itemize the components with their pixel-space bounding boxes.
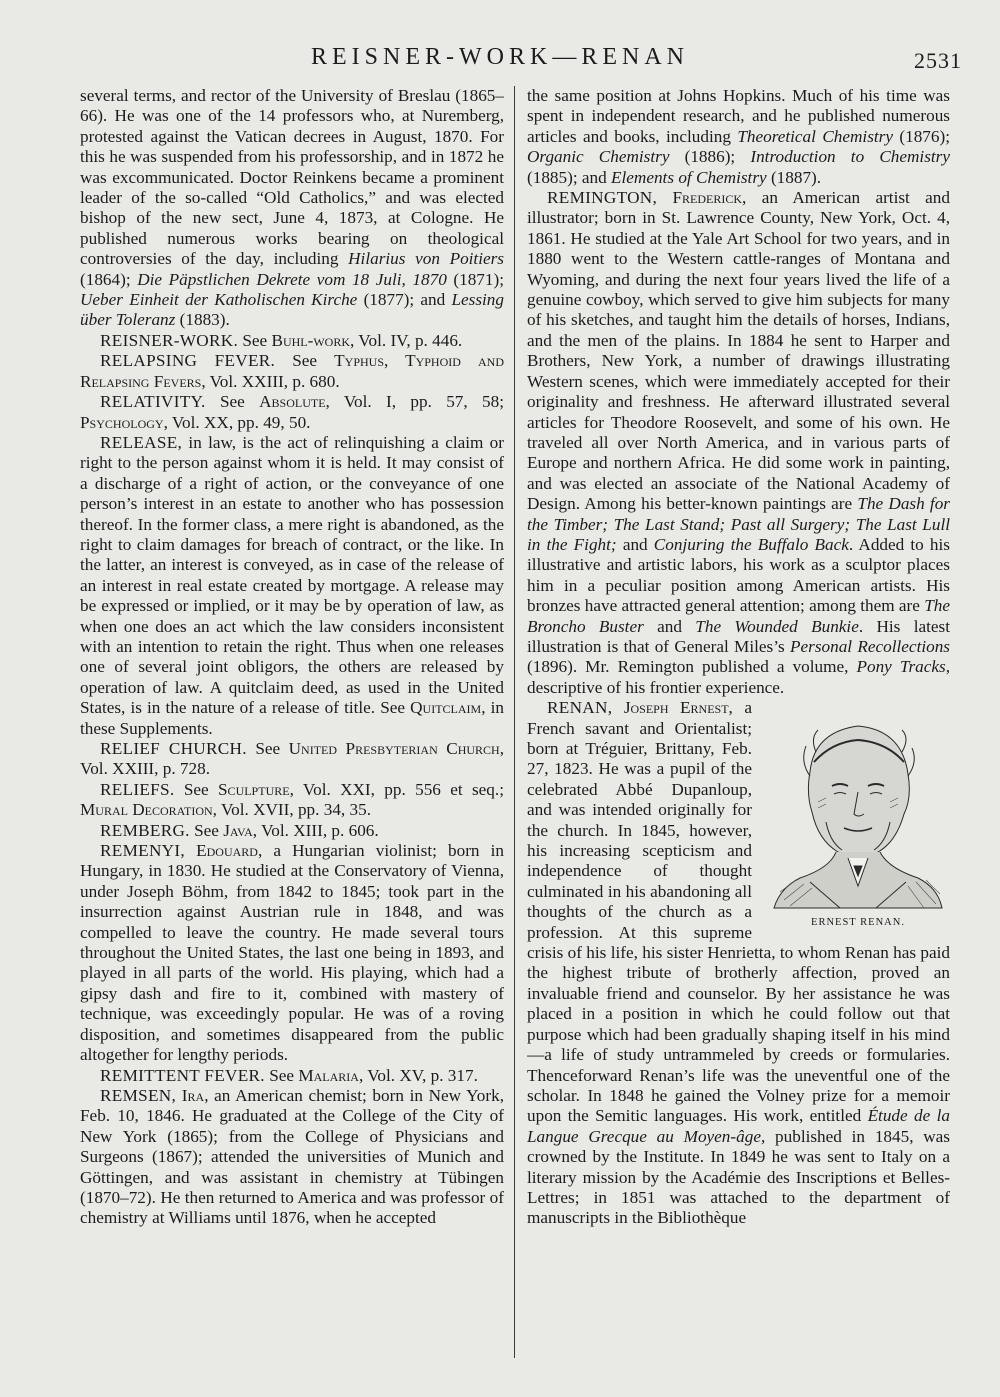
headword: REMBERG. (100, 820, 190, 840)
headword: REMENYI, (100, 841, 185, 861)
cross-reference: Absolute (259, 392, 326, 412)
entry-relapsing-fever: RELAPSING FEVER. See Typhus, Typhoid and Relapsing Fevers, Vol. XXIII, p. 680. (80, 351, 504, 391)
entry-reinkens-continued: several terms, and rector of the University of Breslau (1865–66). He was one of the 14 professors who, at Nuremberg, protested against the Vatican decrees in August, 1870. For this he was suspended from his professorship, and in 1872 he was excommunicated. Doctor Reinkens became a prominent leader of the so-called “Old Catholics,” and was elected bishop of the new sect, June 4, 1873, at Cologne. He published numerous works bearing on theological controversies of the day, including Hilarius von Poitiers (1864); Die Päpstlichen Dekrete vom 18 Juli, 1870 (1871); Ueber Einheit der Katholischen Kirche (1877); and Lessing über Toleranz (1883). (80, 86, 504, 330)
left-column (80, 86, 504, 1376)
given-name: Ira (176, 1085, 205, 1105)
cross-reference: Typhus, Typhoid and Relapsing Fevers (80, 351, 504, 391)
portrait-figure (760, 702, 950, 938)
page-number: 2531 (914, 48, 962, 73)
cross-reference: Quitclaim (410, 698, 482, 718)
renan-portrait-engraving (770, 702, 946, 910)
entry-reisner-work: REISNER-WORK. See Buhl-work, Vol. IV, p. 446. (100, 330, 463, 350)
headword: RENAN, (547, 698, 613, 718)
cross-reference: Malaria (298, 1065, 359, 1085)
headword: RELIEF CHURCH. (100, 739, 247, 758)
entry-relief-church: RELIEF CHURCH. See United Presbyterian Church, Vol. XXIII, p. 728. (80, 739, 504, 779)
entry-renan: RENAN, Joseph Ernest ERNEST RENAN. , a French savant and Orientalist; born at Tréguier, Brittany, Feb. 27, 1823. He was a pupil of the celebrated Abbé Dupanloup, and was intended originally for the church. In 1845, however, his increasing scepticism and independence of thought culminated in his abandoning all thoughts of the church as a profession. At this supreme crisis of his life, his sister Henrietta, to whom Renan has paid the highest tribute of brotherly affection, proved an invaluable friend and counselor. By her assistance he was placed in a position in which he could follow out that purpose which had been gradually shaping itself in his mind—a life of study untrammeled by creeds or formularies. Thenceforward Renan’s life was the uneventful one of the scholar. In 1848 he gained the Volney prize for a memoir upon the Semitic languages. His work, entitled Étude de la Langue Grecque au Moyen-âge, published in 1845, was crowned by the Institute. In 1849 he was sent to Italy on a literary mission by the Académie des Inscriptions et Belles-Lettres; in 1851 was attached to the department of manuscripts in the Bibliothèque (527, 698, 950, 1229)
entry-remsen-continued: the same position at Johns Hopkins. Much of his time was spent in independent research, and he published numerous articles and books, including Theoretical Chemistry (1876); Organic Chemistry (1886); Introduction to Chemistry (1885); and Elements of Chemistry (1887). (527, 86, 950, 187)
given-name: Edouard (185, 841, 258, 861)
headword: RELIEFS. (100, 779, 175, 799)
headword: RELAPSING FEVER. (100, 351, 276, 371)
column-divider (514, 86, 515, 1358)
cross-reference: Psychology (80, 412, 164, 432)
headword: RELEASE, (100, 432, 183, 452)
running-header: REISNER-WORK—RENAN (311, 44, 689, 70)
cross-reference: Mural Decoration (80, 800, 213, 820)
cross-reference: Buhl-work (271, 330, 350, 350)
entry-relativity: RELATIVITY. See Absolute, Vol. I, pp. 57, 58; Psychology, Vol. XX, pp. 49, 50. (80, 392, 504, 432)
cross-reference: Sculpture (218, 779, 290, 799)
entry-remsen: REMSEN, Ira, an American chemist; born in New York, Feb. 10, 1846. He graduated at the College of the City of New York (1865); from the College of Physicians and Surgeons (1867); attended the universities of Munich and Göttingen, and was assistant in chemistry at Tübingen (1870–72). He then returned to America and was professor of chemistry at Williams until 1876, when he accepted (80, 1085, 504, 1228)
given-name: Joseph Ernest (612, 698, 729, 718)
cross-reference: United Presbyterian Church (288, 739, 500, 758)
right-column (527, 86, 950, 1376)
portrait-caption: ERNEST RENAN. (811, 917, 905, 929)
cross-reference: Java (223, 820, 253, 840)
headword: RELATIVITY. (100, 392, 206, 412)
headword: REISNER-WORK. (100, 330, 239, 350)
headword: REMITTENT FEVER. (100, 1065, 265, 1085)
headword: REMINGTON, (547, 188, 658, 208)
entry-remenyi: REMENYI, Edouard, a Hungarian violinist; born in Hungary, in 1830. He studied at the Conservatory of Vienna, under Joseph Böhm, from 1842 to 1845; took part in the insurrection against Austrian rule in 1848, and was compelled to leave the country. He made several tours throughout the United States, the last one being in 1893, and played in all parts of the world. His playing, which had a gipsy dash and fire to it, combined with mastery of technique, was exceedingly popular. He was of a roving disposition, and sometimes disappeared from the public altogether for lengthy periods. (80, 841, 504, 1065)
entry-remington: REMINGTON, Frederick, an American artist and illustrator; born in St. Lawrence County, New York, Oct. 4, 1861. He studied at the Yale Art School for two years, and in 1880 went to the Western cattle-ranges of Montana and Wyoming, and during the next four years lived the life of a genuine cowboy, which served to give him subjects for many of his sketches, and taught him the details of horses, Indians, and the men of the plains. In 1884 he sent to Harper and Brothers, New York, a number of drawings illustrating Western scenes, which were immediately accepted for their originality and freshness. He afterward illustrated several articles for Theodore Roosevelt, and some of his own. He traveled all over North America, and in various parts of Europe and northern Africa. He did some work in painting, and was elected an associate of the National Academy of Design. Among his better-known paintings are The Dash for the Timber; The Last Stand; Past all Surgery; The Last Lull in the Fight; and Conjuring the Buffalo Back. Added to his illustrative and artistic labors, his work as a sculptor places him in a peculiar position among American artists. His bronzes have attracted general attention; among them are The Broncho Buster and The Wounded Bunkie. His latest illustration is that of General Miles’s Personal Recollections (1896). Mr. Remington published a volume, Pony Tracks, descriptive of his frontier experience. (527, 188, 950, 697)
given-name: Frederick (657, 188, 743, 208)
entry-remberg: REMBERG. See Java, Vol. XIII, p. 606. (100, 820, 379, 840)
headword: REMSEN, (100, 1085, 177, 1105)
entry-reliefs: RELIEFS. See Sculpture, Vol. XXI, pp. 556 et seq.; Mural Decoration, Vol. XVII, pp. 34, 35. (80, 779, 504, 820)
entry-remittent-fever: REMITTENT FEVER. See Malaria, Vol. XV, p. 317. (100, 1065, 478, 1085)
entry-release: RELEASE, in law, is the act of relinquishing a claim or right to the person against whom it is held. It may consist of a discharge of a right of action, or the conveyance of one person’s interest in an estate to another who has possession thereof. In the former class, a mere right is abandoned, as the right to claim damages for breach of contract, or the like. In the latter, an interest is conveyed, as in case of the release of an interest in real estate created by mortgage. A release may be expressed or implied, or it may be by operation of law, as when one does an act which the law considers inconsistent with an intention to retain the right. Thus when one releases one of several joint obligors, the others are released by operation of law. A quitclaim deed, as used in the United States, is in the nature of a release of title. See Quitclaim, in these Supplements. (80, 432, 504, 738)
